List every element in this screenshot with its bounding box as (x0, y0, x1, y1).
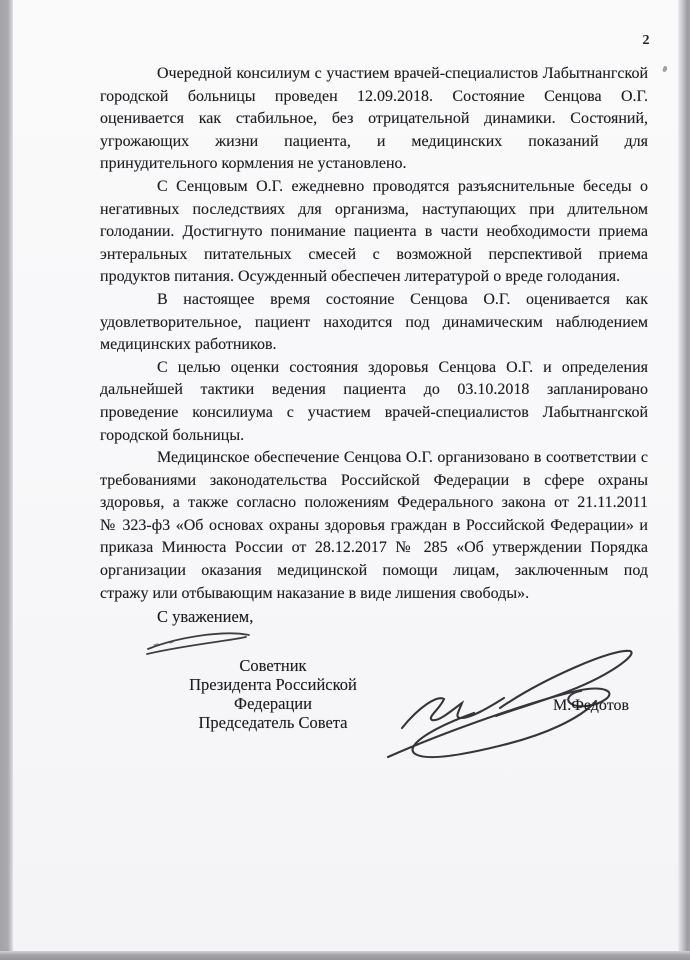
document-body (100, 63, 648, 605)
signer-title-line: Президента Российской Федерации (189, 675, 357, 713)
text-line: приказа Минюста России от 28.12.2017 № 285 «Об утверждении Порядка (100, 539, 648, 557)
page-number: 2 (642, 33, 650, 48)
text-line: стражу или отбывающим наказание в виде лишения свободы». (100, 584, 530, 602)
text-line: принудительного кормления не установлено. (100, 155, 407, 173)
text-line: удовлетворительное, пациент находится под динамическим наблюдением (100, 313, 648, 331)
scan-edge-bottom (0, 951, 690, 960)
paragraph (100, 289, 648, 357)
salutation-flourish-stroke (144, 628, 256, 658)
text-line: требованиями законодательства Российской Федерации в сфере охраны (100, 471, 648, 489)
paragraph (100, 447, 648, 605)
text-line: медицинских работников. (100, 336, 277, 354)
text-line: С целью оценки состояния здоровья Сенцова О.Г. и определения (157, 358, 648, 376)
text-line: С Сенцовым О.Г. ежедневно проводятся разъяснительные беседы о (157, 177, 648, 195)
text-line: негативных последствиях для организма, наступающих при длительном (100, 200, 648, 218)
text-line: городской больницы проведен 12.09.2018. Состояние Сенцова О.Г. (100, 87, 648, 105)
text-line: здоровья, а также согласно положениям Федерального закона от 21.11.2011 (100, 494, 648, 512)
signer-name: М.Федотов (553, 697, 630, 714)
text-line: голодании. Достигнуто понимание пациента в части необходимости приема (100, 223, 648, 241)
paragraph (100, 176, 648, 289)
salutation: С уважением, (157, 607, 254, 626)
scan-edge-right (678, 0, 690, 960)
scan-edge-left (0, 0, 13, 960)
text-line: Медицинское обеспечение Сенцова О.Г. организовано в соответствии с (157, 449, 648, 467)
paragraph (100, 63, 648, 176)
signer-title-line: Председатель Совета (198, 713, 348, 732)
text-line: В настоящее время состояние Сенцова О.Г. оценивается как (157, 290, 648, 308)
text-line: проведение консилиума с участием врачей-специалистов Лабытнангской (100, 403, 648, 421)
text-line: городской больницы. (100, 426, 245, 444)
text-line: № 323-ф3 «Об основах охраны здоровья граждан в Российской Федерации» и (100, 516, 648, 534)
text-line: дальнейшей тактики ведения пациента до 03.10.2018 запланировано (100, 381, 648, 399)
text-line: энтеральных питательных смесей с возможной перспективой приема (100, 245, 648, 263)
signer-title-line: Советник (239, 656, 307, 675)
paragraph (100, 357, 648, 447)
text-line: продуктов питания. Осужденный обеспечен литературой о вреде голодания. (100, 268, 621, 286)
text-line: организации оказания медицинской помощи лицам, заключенным под (100, 562, 648, 580)
text-line: оценивается как стабильное, без отрицательной динамики. Состояний, (100, 110, 648, 128)
text-line: угрожающих жизни пациента, и медицинских показаний для (100, 132, 648, 150)
text-line: Очередной консилиум с участием врачей-специалистов Лабытнангской (157, 65, 648, 82)
signer-title-block (152, 656, 394, 732)
